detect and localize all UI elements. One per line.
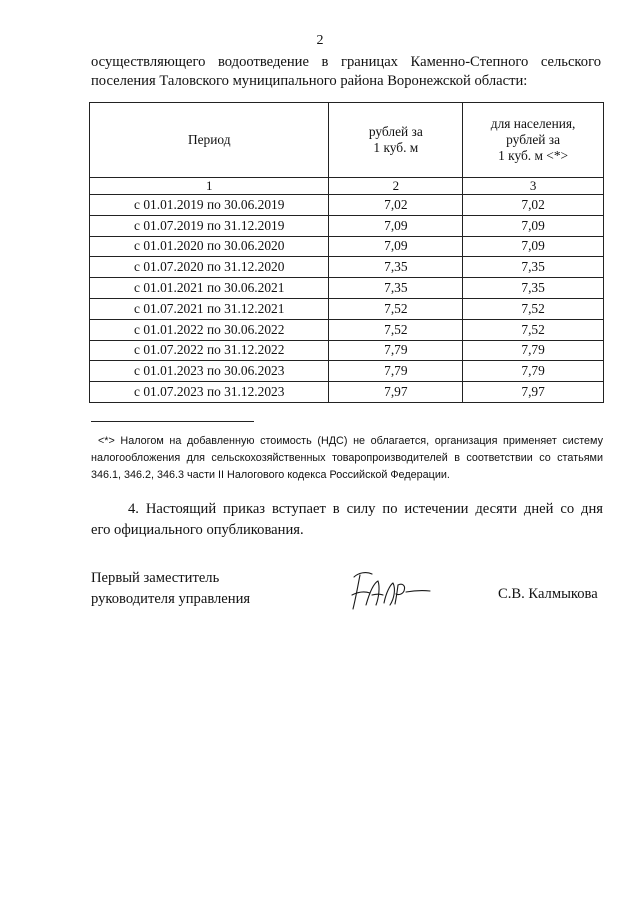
- rub-cell: 7,97: [329, 382, 463, 403]
- population-cell: 7,09: [463, 236, 604, 257]
- column-number: 3: [463, 178, 604, 195]
- page-number: 2: [316, 33, 324, 48]
- population-cell: 7,35: [463, 278, 604, 299]
- period-cell: с 01.01.2022 по 30.06.2022: [90, 319, 329, 340]
- header-pop-line-3: 1 куб. м <*>: [498, 148, 569, 163]
- header-pop-line-2: рублей за: [506, 132, 561, 147]
- tariff-table: [89, 102, 604, 403]
- signer-name: С.В. Калмыкова: [498, 586, 598, 602]
- header-rub-line-1: рублей за: [368, 124, 423, 139]
- population-cell: 7,35: [463, 257, 604, 278]
- signer-position: [91, 568, 321, 610]
- period-cell: с 01.01.2019 по 30.06.2019: [90, 195, 329, 216]
- footnote-line-2: налогообложения для сельскохозяйственных товаропроизводителей в соответствии со статьями: [91, 452, 603, 464]
- intro-paragraph: [91, 53, 601, 91]
- signer-position-line-2: руководителя управления: [91, 591, 251, 607]
- table-row: [90, 257, 604, 278]
- period-cell: с 01.01.2023 по 30.06.2023: [90, 361, 329, 382]
- table-header-row: [90, 103, 604, 178]
- period-cell: с 01.07.2019 по 31.12.2019: [90, 215, 329, 236]
- table-row: [90, 382, 604, 403]
- intro-line-2: поселения Таловского муниципального района Воронежской области:: [91, 73, 528, 89]
- clause-4-paragraph: [91, 499, 603, 541]
- header-population-rub-per-m3: [463, 103, 604, 178]
- population-cell: 7,09: [463, 215, 604, 236]
- period-cell: с 01.01.2021 по 30.06.2021: [90, 278, 329, 299]
- period-cell: с 01.07.2021 по 31.12.2021: [90, 298, 329, 319]
- period-cell: с 01.07.2020 по 31.12.2020: [90, 257, 329, 278]
- period-cell: с 01.07.2023 по 31.12.2023: [90, 382, 329, 403]
- table-row: [90, 340, 604, 361]
- population-cell: 7,97: [463, 382, 604, 403]
- table-row: [90, 319, 604, 340]
- footnote: [91, 433, 603, 484]
- table-row: [90, 195, 604, 216]
- rub-cell: 7,35: [329, 278, 463, 299]
- population-cell: 7,02: [463, 195, 604, 216]
- header-period: Период: [90, 103, 329, 178]
- table-row: [90, 278, 604, 299]
- header-pop-line-1: для населения,: [490, 116, 576, 131]
- rub-cell: 7,09: [329, 236, 463, 257]
- population-cell: 7,79: [463, 361, 604, 382]
- footnote-line-3: 346.1, 346.2, 346.3 части II Налогового кодекса Российской Федерации.: [91, 469, 450, 481]
- header-rub-per-m3: [329, 103, 463, 178]
- table-row: [90, 361, 604, 382]
- rub-cell: 7,35: [329, 257, 463, 278]
- clause-4-line-2: его официального опубликования.: [91, 522, 304, 538]
- header-rub-line-2: 1 куб. м: [373, 140, 419, 155]
- rub-cell: 7,79: [329, 361, 463, 382]
- signer-position-line-1: Первый заместитель: [91, 570, 220, 586]
- population-cell: 7,52: [463, 298, 604, 319]
- table-row: [90, 236, 604, 257]
- table-row: [90, 215, 604, 236]
- population-cell: 7,52: [463, 319, 604, 340]
- rub-cell: 7,09: [329, 215, 463, 236]
- rub-cell: 7,79: [329, 340, 463, 361]
- column-number: 1: [90, 178, 329, 195]
- rub-cell: 7,52: [329, 319, 463, 340]
- rub-cell: 7,02: [329, 195, 463, 216]
- table-row: [90, 298, 604, 319]
- period-cell: с 01.01.2020 по 30.06.2020: [90, 236, 329, 257]
- footnote-line-1: <*> Налогом на добавленную стоимость (НДС) не облагается, организация применяет систему: [98, 435, 603, 447]
- population-cell: 7,79: [463, 340, 604, 361]
- column-number-row: [90, 178, 604, 195]
- period-cell: с 01.07.2022 по 31.12.2022: [90, 340, 329, 361]
- intro-line-1: осуществляющего водоотведение в границах Каменно-Степного сельского: [91, 54, 601, 70]
- rub-cell: 7,52: [329, 298, 463, 319]
- handwritten-signature-icon: [346, 565, 436, 615]
- footnote-divider: [91, 421, 254, 422]
- column-number: 2: [329, 178, 463, 195]
- clause-4-line-1: 4. Настоящий приказ вступает в силу по истечении десяти дней со дня: [128, 501, 603, 517]
